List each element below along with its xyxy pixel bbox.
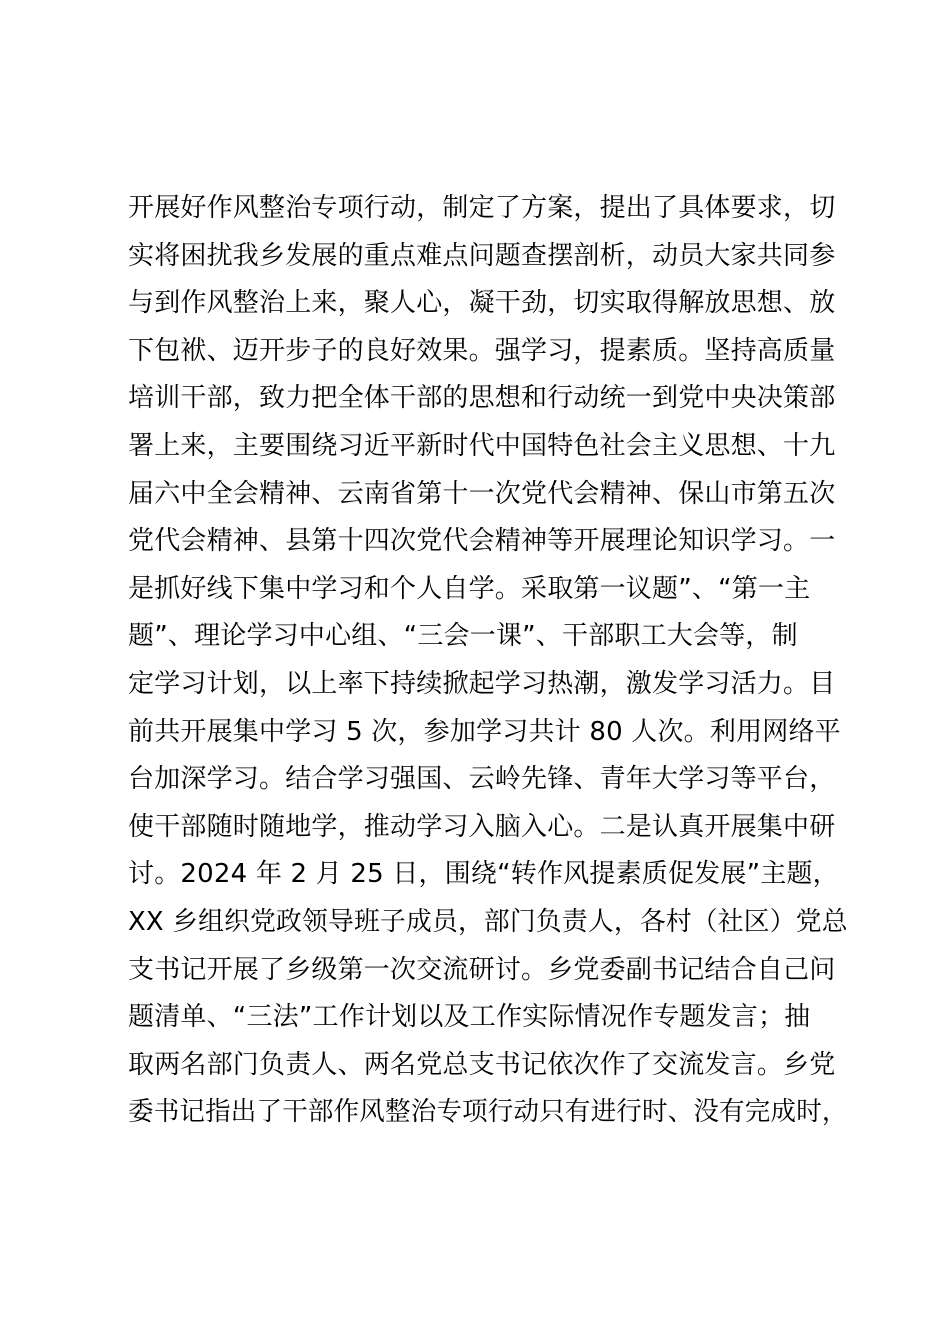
text-line: 支书记开展了乡级第一次交流研讨。乡党委副书记结合自己问 xyxy=(128,954,836,985)
text-line: 署上来，主要围绕习近平新时代中国特色社会主义思想、十九 xyxy=(128,430,836,461)
text-line: 取两名部门负责人、两名党总支书记依次作了交流发言。乡党 xyxy=(128,1049,836,1080)
text-line: 题清单、“三法”工作计划以及工作实际情况作专题发言；抽 xyxy=(128,1002,811,1033)
text-line: XX 乡组织党政领导班子成员，部门负责人，各村（社区）党总 xyxy=(128,906,848,937)
text-line: 下包袱、迈开步子的良好效果。强学习，提素质。坚持高质量 xyxy=(128,335,836,366)
text-line: 开展好作风整治专项行动，制定了方案，提出了具体要求，切 xyxy=(128,193,836,223)
text-line: 定学习计划，以上率下持续掀起学习热潮，激发学习活力。目 xyxy=(128,668,836,699)
text-line: 题”、理论学习中心组、“三会一课”、干部职工大会等，制 xyxy=(128,621,798,652)
text-line: 台加深学习。结合学习强国、云岭先锋、青年大学习等平台， xyxy=(128,764,836,795)
body-paragraph xyxy=(128,185,848,1137)
text-line: 届六中全会精神、云南省第十一次党代会精神、保山市第五次 xyxy=(128,478,836,509)
text-line: 前共开展集中学习 5 次，参加学习共计 80 人次。利用网络平 xyxy=(128,716,841,747)
text-line: 实将困扰我乡发展的重点难点问题查摆剖析，动员大家共同参 xyxy=(128,240,836,271)
text-line: 是抓好线下集中学习和个人自学。采取第一议题”、“第一主 xyxy=(128,573,811,604)
text-line: 与到作风整治上来，聚人心，凝干劲，切实取得解放思想、放 xyxy=(128,288,836,319)
text-line: 讨。2024 年 2 月 25 日，围绕“转作风提素质促发展”主题， xyxy=(128,859,839,890)
text-line: 培训干部，致力把全体干部的思想和行动统一到党中央决策部 xyxy=(128,383,836,414)
text-line: 党代会精神、县第十四次党代会精神等开展理论知识学习。一 xyxy=(128,526,836,557)
text-line: 使干部随时随地学，推动学习入脑入心。二是认真开展集中研 xyxy=(128,811,836,842)
text-line: 委书记指出了干部作风整治专项行动只有进行时、没有完成时， xyxy=(128,1097,848,1128)
